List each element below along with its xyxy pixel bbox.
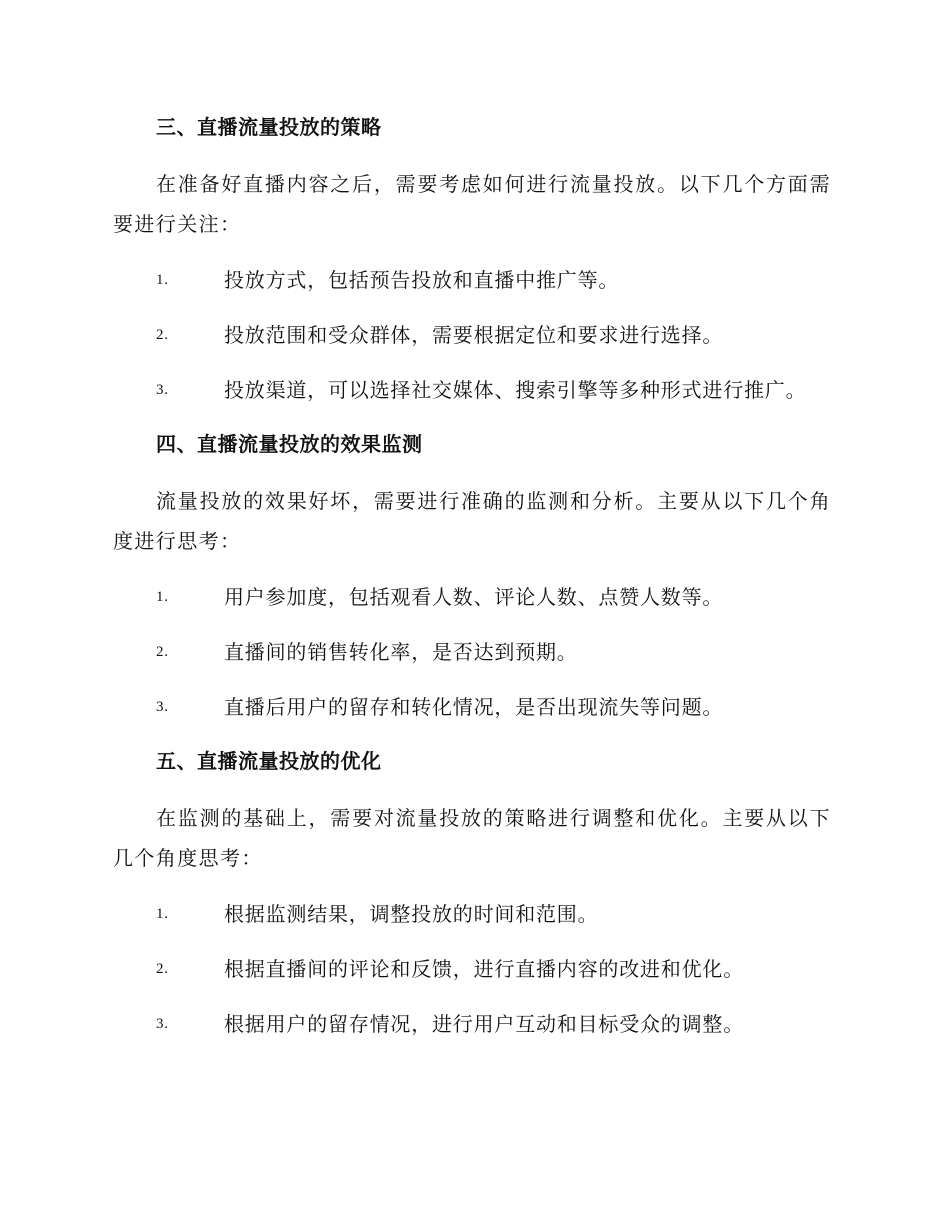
list-number: 3. <box>156 1016 169 1032</box>
list-item <box>113 896 831 932</box>
list-number: 1. <box>156 589 169 605</box>
list-item <box>113 951 831 987</box>
list-number: 1. <box>156 906 169 922</box>
section-monitoring <box>113 427 831 725</box>
list-item <box>113 1006 831 1042</box>
list-item <box>113 262 831 298</box>
numbered-list <box>113 896 831 1042</box>
list-item <box>113 579 831 615</box>
list-number: 2. <box>156 327 169 343</box>
section-paragraph: 在监测的基础上，需要对流量投放的策略进行调整和优化。主要从以下几个角度思考： <box>113 806 831 870</box>
list-text: 根据直播间的评论和反馈，进行直播内容的改进和优化。 <box>224 957 744 981</box>
list-number: 2. <box>156 644 169 660</box>
list-text: 投放渠道，可以选择社交媒体、搜索引擎等多种形式进行推广。 <box>224 378 807 402</box>
list-text: 用户参加度，包括观看人数、评论人数、点赞人数等。 <box>224 585 724 609</box>
list-number: 3. <box>156 699 169 715</box>
list-text: 投放范围和受众群体，需要根据定位和要求进行选择。 <box>224 323 724 347</box>
list-item <box>113 689 831 725</box>
section-paragraph: 在准备好直播内容之后，需要考虑如何进行流量投放。以下几个方面需要进行关注： <box>113 172 831 236</box>
section-optimization <box>113 744 831 1042</box>
list-text: 投放方式，包括预告投放和直播中推广等。 <box>224 268 620 292</box>
list-text: 直播间的销售转化率，是否达到预期。 <box>224 640 578 664</box>
list-text: 根据监测结果，调整投放的时间和范围。 <box>224 902 599 926</box>
section-heading: 三、直播流量投放的策略 <box>156 115 382 139</box>
list-item <box>113 372 831 408</box>
section-strategy <box>113 110 831 408</box>
list-item <box>113 634 831 670</box>
list-number: 1. <box>156 272 169 288</box>
list-text: 直播后用户的留存和转化情况，是否出现流失等问题。 <box>224 695 724 719</box>
section-heading: 四、直播流量投放的效果监测 <box>156 432 423 456</box>
document-body <box>113 110 831 1061</box>
list-item <box>113 317 831 353</box>
list-text: 根据用户的留存情况，进行用户互动和目标受众的调整。 <box>224 1012 744 1036</box>
list-number: 3. <box>156 382 169 398</box>
section-paragraph: 流量投放的效果好坏，需要进行准确的监测和分析。主要从以下几个角度进行思考： <box>113 489 831 553</box>
list-number: 2. <box>156 961 169 977</box>
numbered-list <box>113 579 831 725</box>
numbered-list <box>113 262 831 408</box>
section-heading: 五、直播流量投放的优化 <box>156 749 382 773</box>
